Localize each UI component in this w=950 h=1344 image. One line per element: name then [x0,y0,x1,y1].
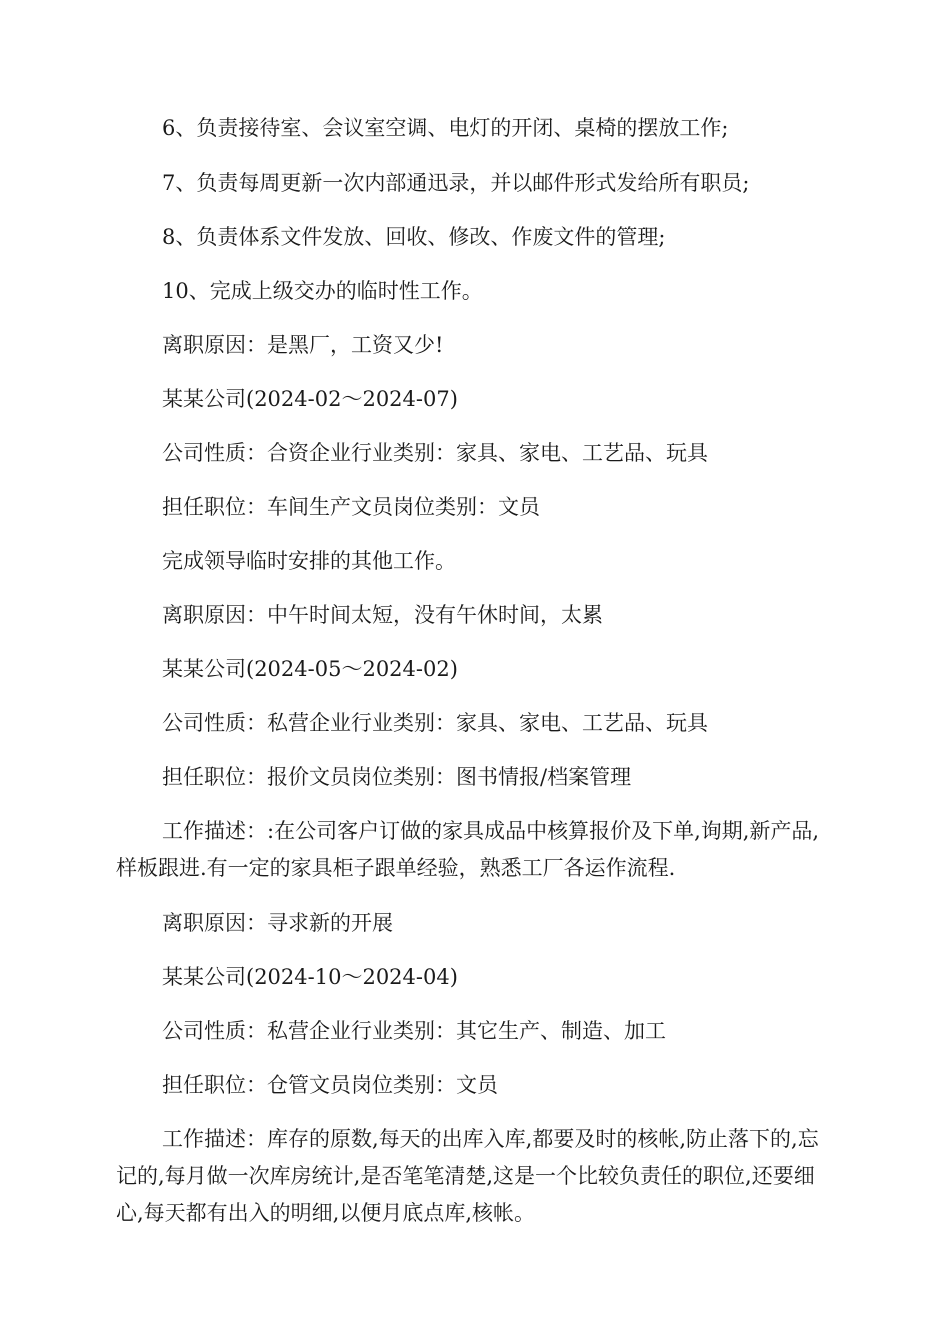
paragraph-leave-reason-2: 离职原因：中午时间太短，没有午休时间，太累 [162,603,603,627]
paragraph-duty-8: 8、负责体系文件发放、回收、修改、作废文件的管理; [162,225,666,249]
paragraph-company-nature-1: 公司性质：合资企业行业类别：家具、家电、工艺品、玩具 [162,441,708,465]
paragraph-job-description-1: 工作描述：:在公司客户订做的家具成品中核算报价及下单,询期,新产品,样板跟进.有一定的家具柜子跟单经验，熟悉工厂各运作流程. [116,819,820,880]
paragraph-company-1: 某某公司(2024-02～2024-07) [162,387,458,411]
paragraph-company-nature-2: 公司性质：私营企业行业类别：家具、家电、工艺品、玩具 [162,711,708,735]
paragraph-duty-6: 6、负责接待室、会议室空调、电灯的开闭、桌椅的摆放工作; [162,116,729,140]
paragraph-position-3: 担任职位：仓管文员岗位类别：文员 [162,1073,498,1097]
paragraph-duty-10: 10、完成上级交办的临时性工作。 [162,279,483,303]
paragraph-other-work: 完成领导临时安排的其他工作。 [162,549,456,573]
paragraph-company-nature-3: 公司性质：私营企业行业类别：其它生产、制造、加工 [162,1019,666,1043]
paragraph-leave-reason-1: 离职原因：是黑厂，工资又少! [162,333,444,357]
paragraph-job-description-2: 工作描述：库存的原数,每天的出库入库,都要及时的核帐,防止落下的,忘记的,每月做一次库房统计,是否笔笔清楚,这是一个比较负责任的职位,还要细心,每天都有出入的明细,以便月底点库,核帐。 [116,1127,819,1225]
paragraph-company-3: 某某公司(2024-10～2024-04) [162,965,458,989]
paragraph-leave-reason-3: 离职原因：寻求新的开展 [162,911,393,935]
paragraph-position-2: 担任职位：报价文员岗位类别：图书情报/档案管理 [162,765,632,789]
paragraph-position-1: 担任职位：车间生产文员岗位类别：文员 [162,495,540,519]
paragraph-company-2: 某某公司(2024-05～2024-02) [162,657,458,681]
paragraph-duty-7: 7、负责每周更新一次内部通迅录，并以邮件形式发给所有职员; [162,171,750,195]
